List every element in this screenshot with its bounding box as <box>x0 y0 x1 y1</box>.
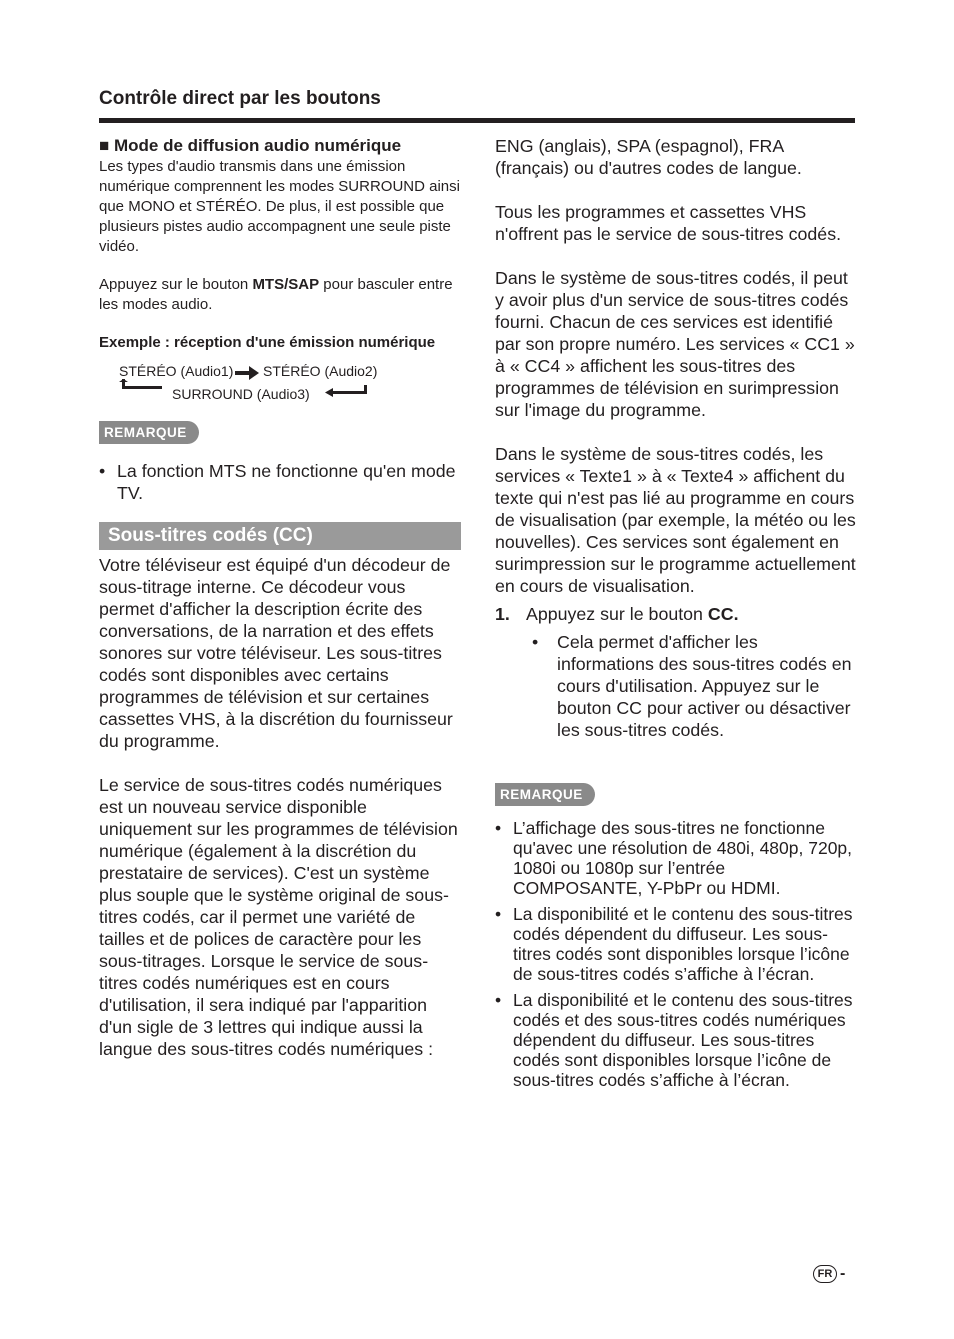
audio-mode-diagram <box>99 353 461 413</box>
audio-paragraph-2: Appuyez sur le bouton MTS/SAP pour basculer entre les modes audio. <box>99 276 453 313</box>
step-sub-bullet: • Cela permet d'afficher les informations des sous-titres codés en cours d'utilisation. Appuyez sur le bouton CC pour activer ou désactiver les sous-titres codés. <box>532 632 852 740</box>
header-rule <box>99 118 855 123</box>
page-title: Contrôle direct par les boutons <box>99 88 381 109</box>
step-1 <box>495 603 857 625</box>
audio1-label: STÉRÉO (Audio1) <box>119 363 234 379</box>
right-note-list <box>495 818 857 1090</box>
page-footer <box>813 1265 845 1283</box>
arrow-right-icon <box>235 366 259 380</box>
audio3-label: SURROUND (Audio3) <box>172 386 310 402</box>
step-number: 1. <box>495 604 510 624</box>
mts-sap-label: MTS/SAP <box>252 276 320 293</box>
audio2-label: STÉRÉO (Audio2) <box>263 363 378 379</box>
list-item: • La fonction MTS ne fonctionne qu'en mode TV. <box>99 460 461 504</box>
cc-services-paragraph: Dans le système de sous-titres codés, il peut y avoir plus d'un service de sous-titres codés fourni. Chacun de ces services est identifié par son propre numéro. Les services « CC1 » à « CC4 » affichent les sous-titres des programmes de télévision en surimpression sur l'image du programme. <box>495 268 855 420</box>
audio-paragraph-1: Les types d'audio transmis dans une émission numérique comprennent les modes SURROUND ainsi que MONO et STÉRÉO. De plus, il est possible que plusieurs pistes audio accompagnent une seule piste vidéo. <box>99 158 460 255</box>
step-text: Appuyez sur le bouton CC. <box>526 604 739 624</box>
note-list <box>99 460 461 504</box>
note-badge-right: REMARQUE <box>495 783 595 806</box>
cc-section-heading: Sous-titres codés (CC) <box>99 522 461 550</box>
note-badge: REMARQUE <box>99 421 199 444</box>
vhs-paragraph: Tous les programmes et cassettes VHS n'offrent pas le service de sous-titres codés. <box>495 202 842 244</box>
left-column <box>99 135 461 1060</box>
return-arrow-right-icon <box>325 385 369 399</box>
right-column <box>495 135 857 1096</box>
example-title: Exemple : réception d'une émission numérique <box>99 334 436 351</box>
language-codes-paragraph: ENG (anglais), SPA (espagnol), FRA (français) ou d'autres codes de langue. <box>495 136 802 178</box>
cc-button-label: CC. <box>707 604 739 624</box>
text-services-paragraph: Dans le système de sous-titres codés, les services « Texte1 » à « Texte4 » affichent du texte qui n'est pas lié au programme en cours de visualisation (par exemple, la météo ou les nouvelles). Ces services sont également en surimpression sur le programme actuellement en cours de visualisation. <box>495 444 856 596</box>
list-item: • L’affichage des sous-titres ne fonctionne qu'avec une résolution de 480i, 480p, 720p, 1080i ou 1080p sur l’entrée COMPOSANTE, Y-PbPr ou HDMI. <box>495 818 857 898</box>
list-item: • La disponibilité et le contenu des sous-titres codés et des sous-titres codés numériques dépendent du diffuseur. Les sous-titres codés sont disponibles lorsque l’icône de sous-titres codés s’affiche à l’écran. <box>495 990 857 1090</box>
cc-paragraph-2: Le service de sous-titres codés numériques est un nouveau service disponible uniquement sur les programmes de télévision numérique (également à la discrétion du prestataire de services). C'est un système plus souple que le système original de sous-titres codés, car il permet une variété de tailles et de polices de caractère pour les sous-titrages. Lorsque le service de sous-titres codés numériques est en cours d'utilisation, il sera indiqué par l'apparition d'un sigle de 3 lettres qui indique aussi la langue des sous-titres codés numériques : <box>99 775 458 1059</box>
return-arrow-left-icon <box>119 379 163 393</box>
audio-section-title: ■ Mode de diffusion audio numérique <box>99 136 402 155</box>
page-number-dash: - <box>840 1265 846 1282</box>
list-item: • La disponibilité et le contenu des sous-titres codés dépendent du diffuseur. Les sous-titres codés sont disponibles lorsque l’icône de sous-titres codés s’affiche à l’écran. <box>495 904 857 984</box>
language-badge: FR <box>813 1265 837 1283</box>
cc-paragraph-1: Votre téléviseur est équipé d'un décodeur de sous-titrage interne. Ce décodeur vous permet d'afficher la description écrite des conversations, de la narration et des effets sonores sur votre téléviseur. Les sous-titres codés sont disponibles avec certains programmes de télévision et sur certaines cassettes VHS, à la discrétion du fournisseur du programme. <box>99 555 453 751</box>
